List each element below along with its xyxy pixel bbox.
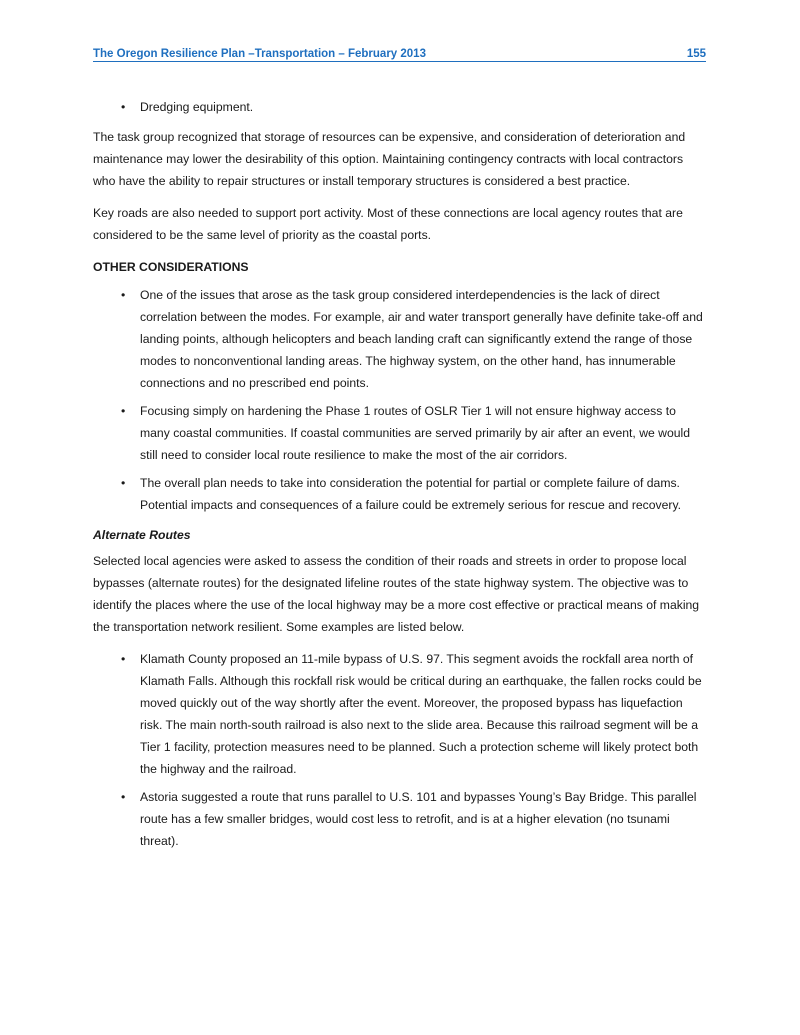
paragraph: The task group recognized that storage of resources can be expensive, and consideration of deterioration and maintenance may lower the desirability of this option. Maintaining contingency contracts with local contractors who have the ability to repair structures or install temporary structures is considered a best practice. xyxy=(93,130,686,188)
page-header xyxy=(93,48,706,62)
bullet-list xyxy=(93,284,706,516)
list-item: • Klamath County proposed an 11-mile bypass of U.S. 97. This segment avoids the rockfall area north of Klamath Falls. Although this rockfall risk would be critical during an earthquake, the fallen rocks could be moved quickly out of the way shortly after the event. Moreover, the proposed bypass has liquefaction risk. The main north-south railroad is also next to the slide area. Because this railroad segment will be a Tier 1 facility, protection measures need to be planned. Such a protection scheme will likely protect both the highway and the railroad. xyxy=(93,648,706,780)
list-item: • One of the issues that arose as the task group considered interdependencies is the lack of direct correlation between the modes. For example, air and water transport generally have definite take-off and landing points, although helicopters and beach landing craft can significantly extend the range of those modes to nonconventional landing areas. The highway system, on the other hand, has innumerable connections and no prescribed end points. xyxy=(93,284,706,394)
document-title: The Oregon Resilience Plan –Transportation – February 2013 xyxy=(93,48,426,60)
section-heading: OTHER CONSIDERATIONS xyxy=(93,260,249,274)
paragraph: Selected local agencies were asked to assess the condition of their roads and streets in order to propose local bypasses (alternate routes) for the designated lifeline routes of the state highway system. The objective was to identify the places where the use of the local highway may be a more cost effective or practical means of making the transportation network resilient. Some examples are listed below. xyxy=(93,554,700,634)
list-item: • Focusing simply on hardening the Phase 1 routes of OSLR Tier 1 will not ensure highway access to many coastal communities. If coastal communities are served primarily by air after an event, we would still need to consider local route resilience to make the most of the air corridors. xyxy=(93,400,706,466)
list-item: • Dredging equipment. xyxy=(93,96,706,118)
bullet-list xyxy=(93,648,706,852)
page-number: 155 xyxy=(686,48,706,60)
bullet-list xyxy=(93,96,706,118)
page-body xyxy=(93,96,706,860)
list-item: • Astoria suggested a route that runs parallel to U.S. 101 and bypasses Young’s Bay Bridge. This parallel route has a few smaller bridges, would cost less to retrofit, and is at a higher elevation (no tsunami threat). xyxy=(93,786,706,852)
subsection-heading: Alternate Routes xyxy=(93,528,191,542)
paragraph: Key roads are also needed to support port activity. Most of these connections are local agency routes that are considered to be the same level of priority as the coastal ports. xyxy=(93,206,683,242)
list-item: • The overall plan needs to take into consideration the potential for partial or complete failure of dams. Potential impacts and consequences of a failure could be extremely serious for rescue and recovery. xyxy=(93,472,706,516)
